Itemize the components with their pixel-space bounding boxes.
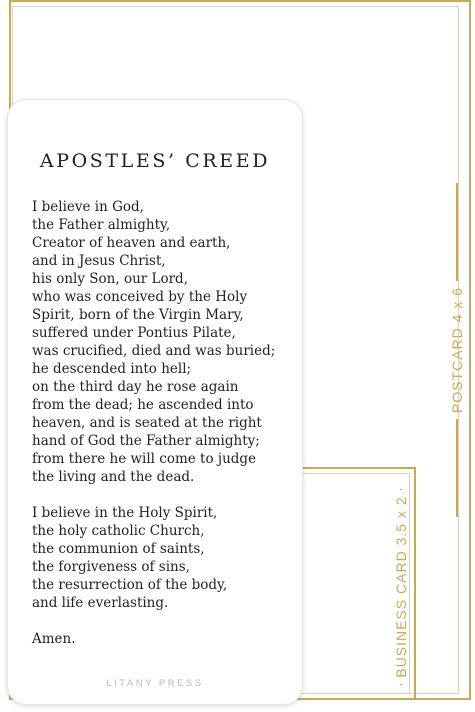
prayer-line-amen: Amen. bbox=[32, 631, 76, 647]
prayer-line: I believe in the Holy Spirit, bbox=[32, 505, 218, 521]
prayer-line: suffered under Pontius Pilate, bbox=[32, 325, 236, 341]
prayer-stanza-2 bbox=[32, 504, 300, 612]
prayer-line: I believe in God, bbox=[32, 199, 144, 215]
prayer-line: the holy catholic Church, bbox=[32, 523, 205, 539]
postcard-size-label bbox=[446, 183, 468, 517]
business-card-label-rule-left bbox=[400, 684, 402, 685]
prayer-line: Creator of heaven and earth, bbox=[32, 235, 231, 251]
business-card-label-text: BUSINESS CARD 3.5 x 2 bbox=[393, 496, 409, 678]
publisher-footer: LITANY PRESS bbox=[106, 678, 204, 689]
prayer-line: the Father almighty, bbox=[32, 217, 171, 233]
prayer-line: the communion of saints, bbox=[32, 541, 205, 557]
prayer-line: hand of God the Father almighty; bbox=[32, 433, 260, 449]
business-card-label-rule-right bbox=[400, 489, 402, 490]
prayer-stanza-3 bbox=[32, 630, 300, 648]
postcard-label-rule-right bbox=[456, 183, 458, 281]
prayer-line: and life everlasting. bbox=[32, 595, 169, 611]
prayer-card-text bbox=[32, 198, 300, 666]
prayer-line: the resurrection of the body, bbox=[32, 577, 228, 593]
prayer-line: who was conceived by the Holy bbox=[32, 289, 248, 305]
business-card-size-label bbox=[390, 489, 412, 685]
prayer-card-title: APOSTLES’ CREED bbox=[39, 150, 271, 172]
prayer-line: from there he will come to judge bbox=[32, 451, 257, 467]
prayer-card bbox=[8, 100, 302, 704]
prayer-line: was crucified, died and was buried; bbox=[32, 343, 276, 359]
prayer-line: heaven, and is seated at the right bbox=[32, 415, 262, 431]
prayer-line: the living and the dead. bbox=[32, 469, 195, 485]
postcard-label-rule-left bbox=[456, 419, 458, 517]
prayer-line: the forgiveness of sins, bbox=[32, 559, 190, 575]
postcard-label-text: POSTCARD 4 x 6 bbox=[449, 286, 465, 414]
prayer-line: Spirit, born of the Virgin Mary, bbox=[32, 307, 244, 323]
prayer-line: he descended into hell; bbox=[32, 361, 192, 377]
prayer-line: and in Jesus Christ, bbox=[32, 253, 166, 269]
prayer-stanza-1 bbox=[32, 198, 300, 486]
prayer-line: from the dead; he ascended into bbox=[32, 397, 254, 413]
prayer-line: on the third day he rose again bbox=[32, 379, 239, 395]
prayer-line: his only Son, our Lord, bbox=[32, 271, 188, 287]
